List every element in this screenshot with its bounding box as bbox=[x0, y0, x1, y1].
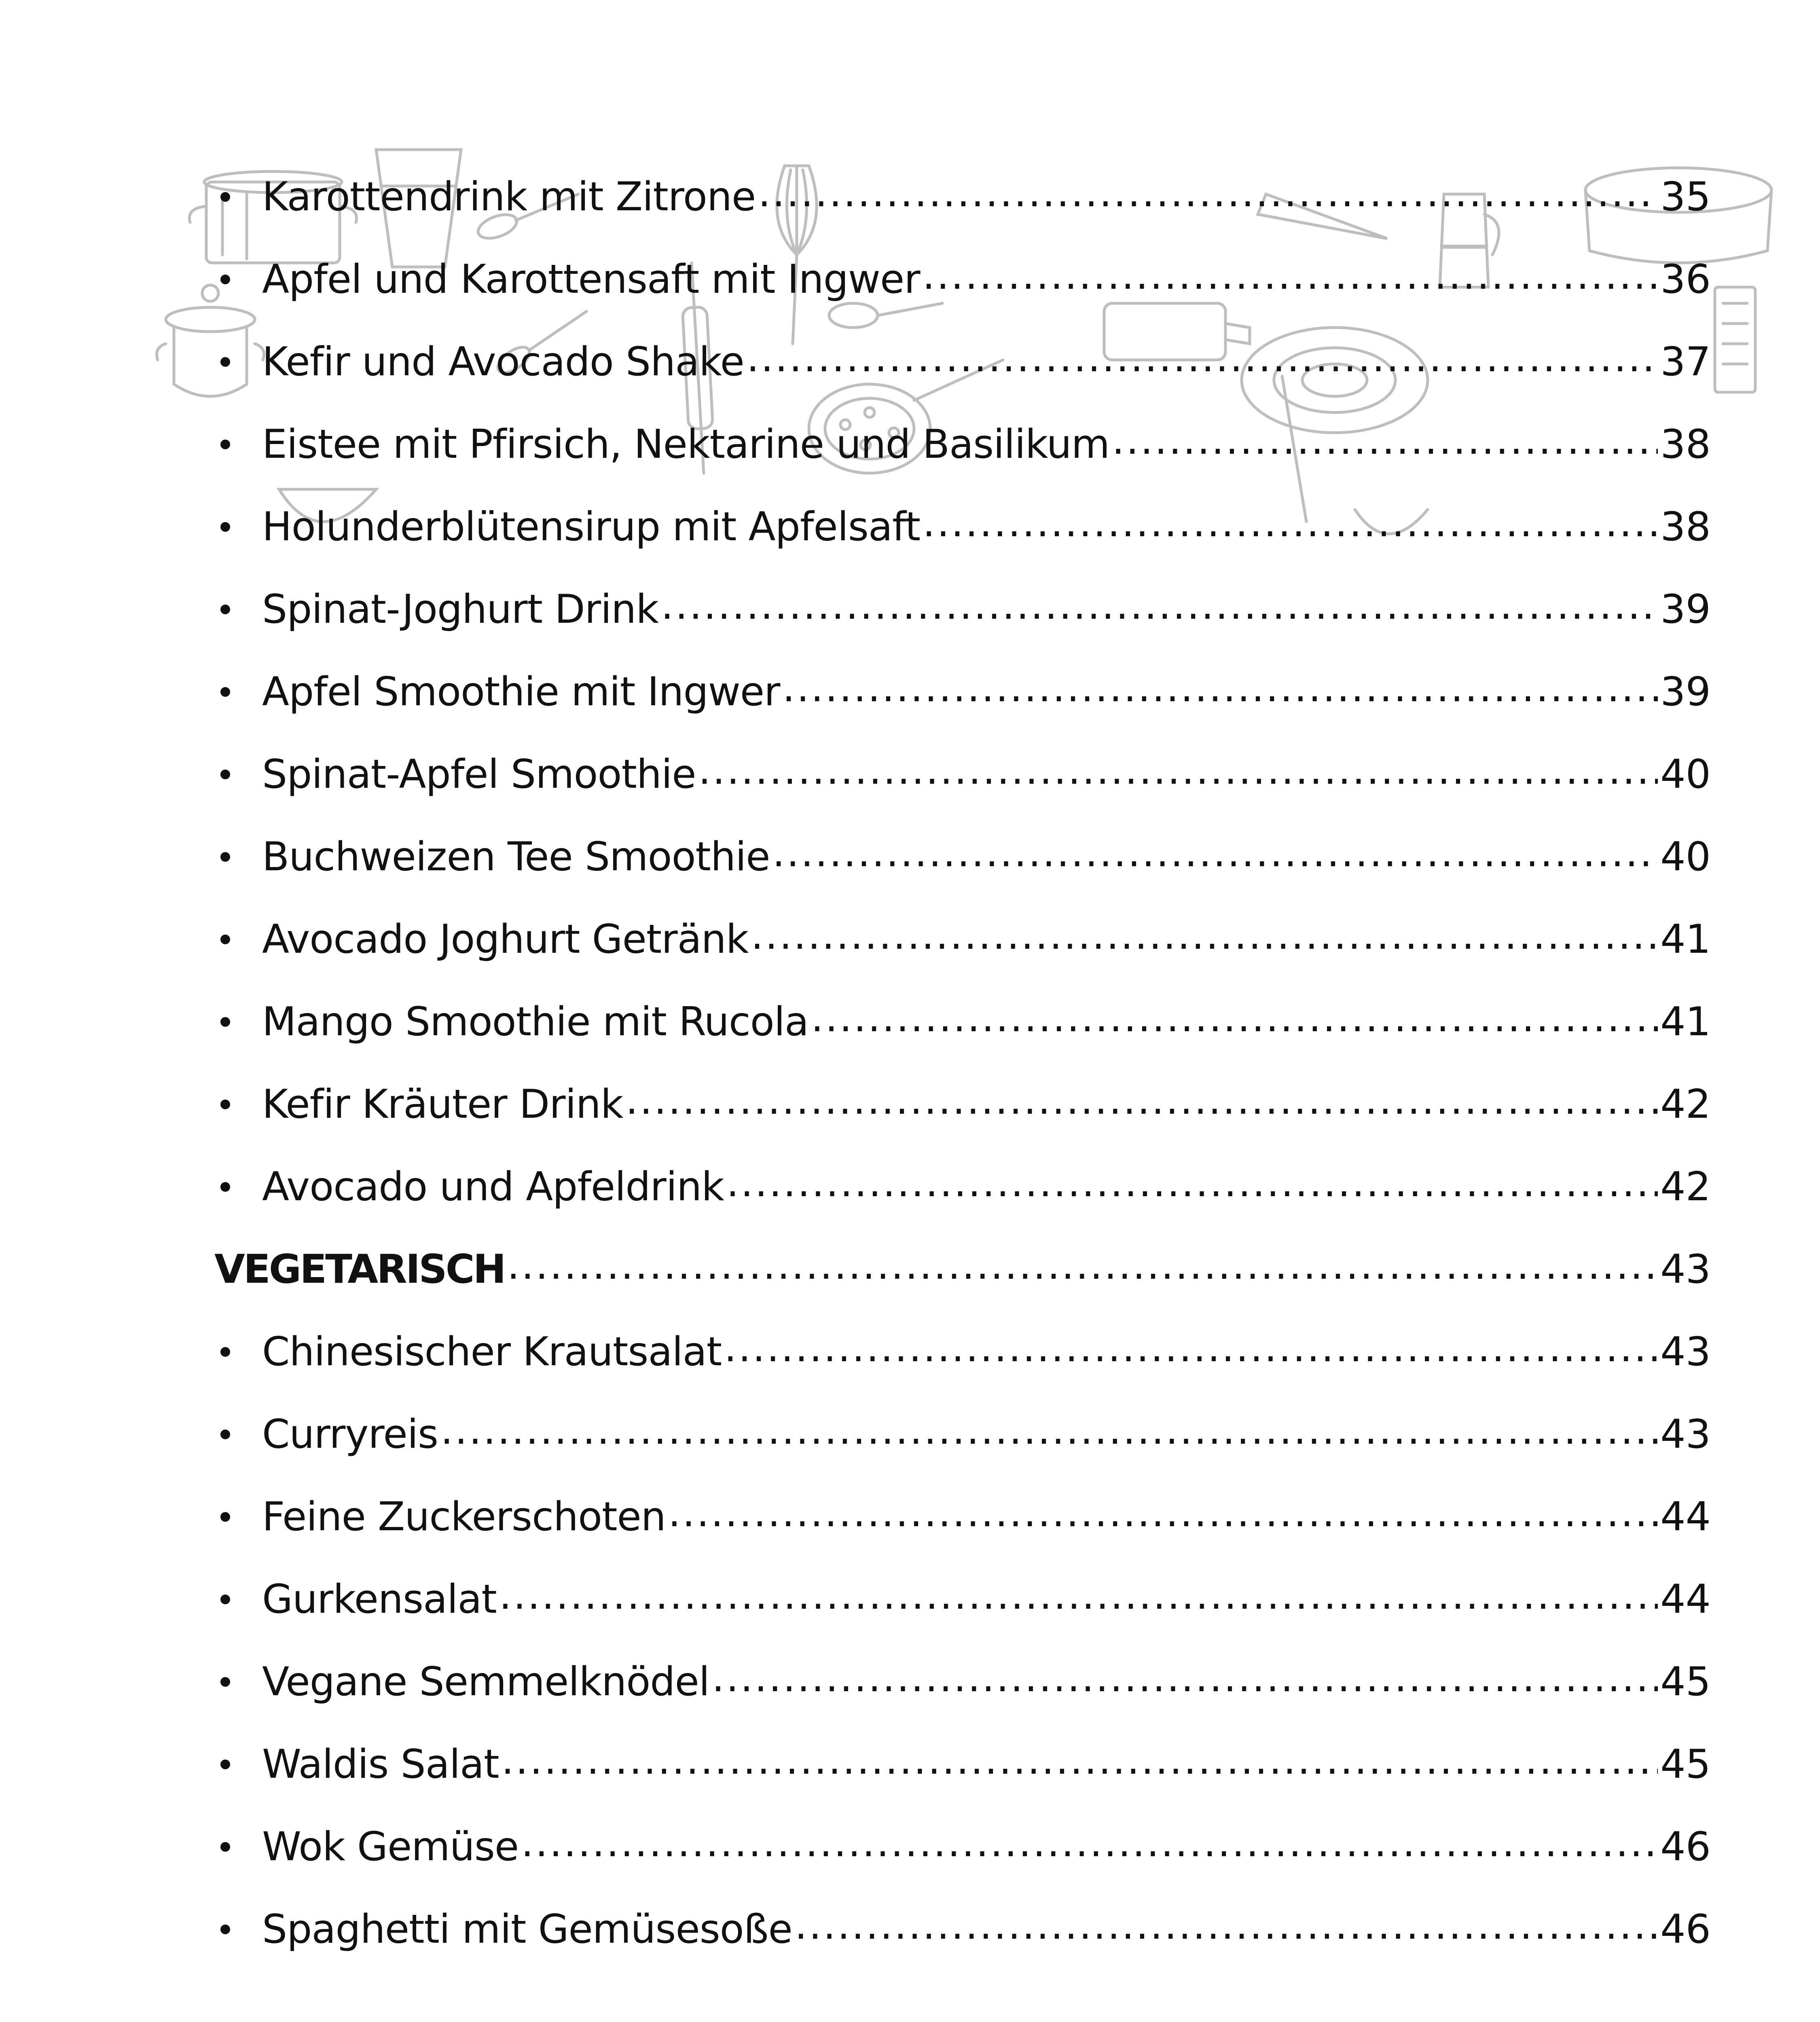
toc-entry-page: 35 bbox=[1660, 174, 1711, 220]
toc-entry-title: Gurkensalat bbox=[262, 1576, 497, 1622]
bullet-icon bbox=[214, 1842, 262, 1852]
toc-entry-page: 39 bbox=[1660, 586, 1711, 632]
bullet-icon bbox=[214, 1512, 262, 1522]
toc-entry-page: 41 bbox=[1660, 999, 1711, 1045]
toc-entry-title: Feine Zuckerschoten bbox=[262, 1494, 666, 1540]
bullet-icon bbox=[214, 522, 262, 532]
toc-entry-title: Eistee mit Pfirsich, Nektarine und Basilikum bbox=[262, 421, 1110, 467]
toc-section-heading[interactable] bbox=[214, 1228, 1711, 1311]
dot-leader bbox=[795, 1910, 1658, 1949]
toc-entry-title: Kefir und Avocado Shake bbox=[262, 339, 744, 385]
dot-leader bbox=[782, 672, 1658, 712]
dot-leader bbox=[440, 1415, 1658, 1454]
dot-leader bbox=[1112, 425, 1658, 464]
dot-leader bbox=[751, 920, 1658, 959]
dot-leader bbox=[499, 1580, 1658, 1619]
toc-entry-page: 45 bbox=[1660, 1659, 1711, 1705]
toc-entry-title: Vegane Semmelknödel bbox=[262, 1659, 710, 1705]
toc-entry-page: 45 bbox=[1660, 1741, 1711, 1787]
toc-entry-title: Spinat-Joghurt Drink bbox=[262, 586, 659, 632]
bullet-icon bbox=[214, 1595, 262, 1604]
dot-leader bbox=[726, 1167, 1658, 1207]
toc-entry[interactable] bbox=[214, 1558, 1711, 1641]
toc-entry-title: Apfel und Karottensaft mit Ingwer bbox=[262, 256, 920, 302]
bullet-icon bbox=[214, 1925, 262, 1934]
toc-entry-title: Chinesischer Krautsalat bbox=[262, 1329, 722, 1375]
toc-entry[interactable] bbox=[214, 321, 1711, 403]
bullet-icon bbox=[214, 935, 262, 944]
toc-entry[interactable] bbox=[214, 1723, 1711, 1806]
toc-entry[interactable] bbox=[214, 1146, 1711, 1228]
toc-entry[interactable] bbox=[214, 898, 1711, 981]
bullet-icon bbox=[214, 770, 262, 779]
toc-section-title: VEGETARISCH bbox=[214, 1246, 505, 1292]
dot-leader bbox=[502, 1745, 1658, 1784]
dot-leader bbox=[661, 590, 1658, 629]
toc-entry[interactable] bbox=[214, 568, 1711, 651]
dot-leader bbox=[668, 1497, 1658, 1537]
toc-entry-page: 40 bbox=[1660, 834, 1711, 880]
dot-leader bbox=[507, 1250, 1658, 1289]
bullet-icon bbox=[214, 357, 262, 367]
toc-entry[interactable] bbox=[214, 403, 1711, 486]
grater-icon bbox=[1715, 287, 1755, 392]
table-of-contents bbox=[214, 156, 1711, 1971]
dot-leader bbox=[724, 1332, 1658, 1372]
dot-leader bbox=[747, 342, 1658, 382]
toc-entry-page: 43 bbox=[1660, 1329, 1711, 1375]
toc-entry[interactable] bbox=[214, 1806, 1711, 1888]
toc-entry-page: 44 bbox=[1660, 1494, 1711, 1540]
toc-entry[interactable] bbox=[214, 1311, 1711, 1393]
dot-leader bbox=[923, 260, 1658, 299]
toc-entry-page: 42 bbox=[1660, 1081, 1711, 1127]
toc-entry-title: Buchweizen Tee Smoothie bbox=[262, 834, 770, 880]
bullet-icon bbox=[214, 440, 262, 449]
dot-leader bbox=[758, 177, 1658, 217]
toc-entry-page: 37 bbox=[1660, 339, 1711, 385]
toc-entry[interactable] bbox=[214, 651, 1711, 733]
toc-entry-page: 38 bbox=[1660, 421, 1711, 467]
dot-leader bbox=[811, 1002, 1658, 1042]
toc-entry[interactable] bbox=[214, 238, 1711, 321]
bullet-icon bbox=[214, 1017, 262, 1027]
toc-entry-title: Spaghetti mit Gemüsesoße bbox=[262, 1906, 792, 1952]
toc-entry-page: 40 bbox=[1660, 751, 1711, 797]
toc-entry-title: Apfel Smoothie mit Ingwer bbox=[262, 669, 780, 715]
toc-entry-title: Karottendrink mit Zitrone bbox=[262, 174, 756, 220]
bullet-icon bbox=[214, 605, 262, 614]
dot-leader bbox=[772, 837, 1658, 877]
toc-entry[interactable] bbox=[214, 981, 1711, 1063]
bullet-icon bbox=[214, 1182, 262, 1192]
bullet-icon bbox=[214, 275, 262, 284]
bullet-icon bbox=[214, 1100, 262, 1109]
toc-entry-page: 46 bbox=[1660, 1824, 1711, 1870]
toc-entry-page: 43 bbox=[1660, 1411, 1711, 1457]
toc-entry-page: 46 bbox=[1660, 1906, 1711, 1952]
toc-entry-page: 38 bbox=[1660, 504, 1711, 550]
bullet-icon bbox=[214, 1347, 262, 1357]
toc-entry-title: Mango Smoothie mit Rucola bbox=[262, 999, 809, 1045]
toc-entry[interactable] bbox=[214, 733, 1711, 816]
toc-entry-title: Waldis Salat bbox=[262, 1741, 499, 1787]
toc-entry[interactable] bbox=[214, 1641, 1711, 1723]
dot-leader bbox=[923, 507, 1658, 547]
toc-entry-title: Wok Gemüse bbox=[262, 1824, 519, 1870]
dot-leader bbox=[698, 755, 1658, 794]
dot-leader bbox=[521, 1827, 1658, 1867]
toc-entry[interactable] bbox=[214, 1063, 1711, 1146]
bullet-icon bbox=[214, 687, 262, 697]
toc-entry[interactable] bbox=[214, 1888, 1711, 1971]
toc-entry[interactable] bbox=[214, 486, 1711, 568]
toc-entry-page: 42 bbox=[1660, 1164, 1711, 1210]
toc-entry-title: Curryreis bbox=[262, 1411, 438, 1457]
toc-entry-title: Avocado Joghurt Getränk bbox=[262, 916, 749, 962]
dot-leader bbox=[712, 1662, 1658, 1702]
toc-entry-title: Spinat-Apfel Smoothie bbox=[262, 751, 696, 797]
toc-entry[interactable] bbox=[214, 816, 1711, 898]
toc-entry[interactable] bbox=[214, 1393, 1711, 1476]
bullet-icon bbox=[214, 1760, 262, 1769]
toc-entry-title: Kefir Kräuter Drink bbox=[262, 1081, 623, 1127]
toc-entry-title: Holunderblütensirup mit Apfelsaft bbox=[262, 504, 921, 550]
toc-entry[interactable] bbox=[214, 1476, 1711, 1558]
toc-entry-page: 41 bbox=[1660, 916, 1711, 962]
bullet-icon bbox=[214, 1430, 262, 1439]
bullet-icon bbox=[214, 192, 262, 202]
bullet-icon bbox=[214, 852, 262, 862]
toc-entry-page: 43 bbox=[1660, 1246, 1711, 1292]
toc-entry-page: 39 bbox=[1660, 669, 1711, 715]
toc-entry-page: 44 bbox=[1660, 1576, 1711, 1622]
toc-entry[interactable] bbox=[214, 156, 1711, 238]
dot-leader bbox=[626, 1085, 1658, 1124]
toc-entry-title: Avocado und Apfeldrink bbox=[262, 1164, 724, 1210]
bullet-icon bbox=[214, 1677, 262, 1687]
toc-entry-page: 36 bbox=[1660, 256, 1711, 302]
